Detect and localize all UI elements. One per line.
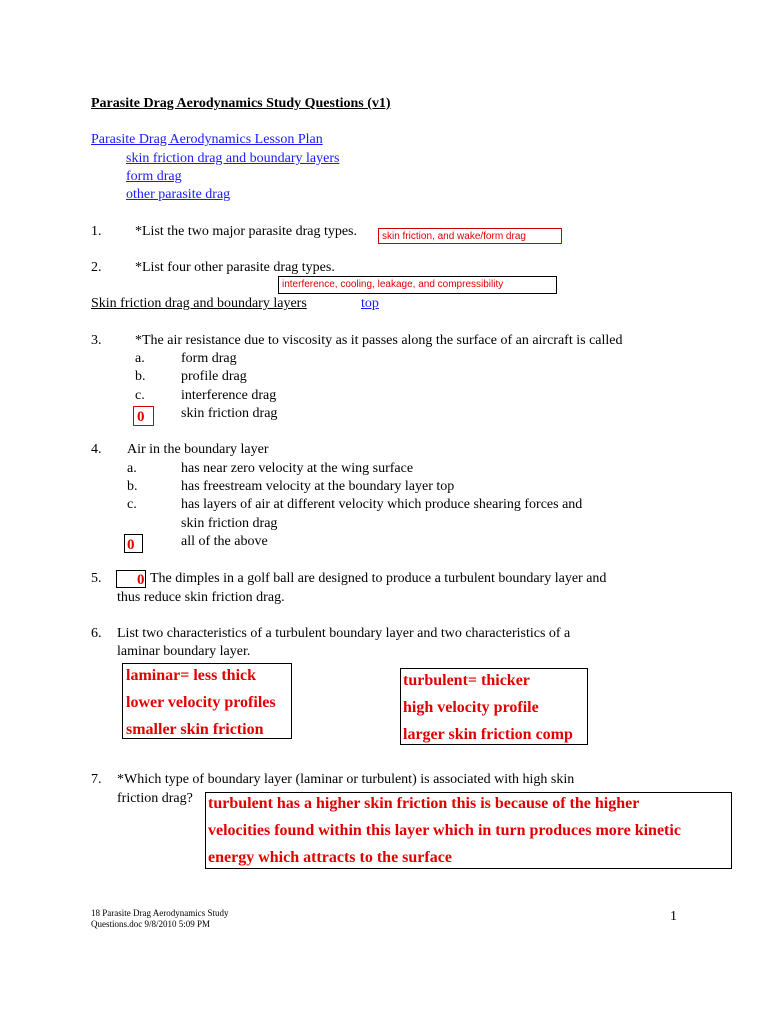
footer-date: Questions.doc 9/8/2010 5:09 PM [91,919,211,929]
answer-field[interactable] [378,228,562,244]
option-text: all of the above [181,534,268,549]
question-text: laminar boundary layer. [117,644,251,659]
option-letter: a. [135,351,145,366]
question-text: *The air resistance due to viscosity as it passes along the surface of an aircraft is called [135,333,623,348]
section-heading: Skin friction drag and boundary layers [91,296,307,311]
answer-list [208,790,681,871]
option-letter: b. [127,479,138,494]
answer-line: lower velocity profiles [126,694,276,711]
answer-field-turbulent[interactable] [400,668,588,745]
question-number: 4. [91,442,102,457]
top-link[interactable]: top [361,296,379,311]
answer-line: velocities found within this layer which in turn produces more kinetic [208,822,681,839]
answer-text: 0 [137,409,145,425]
question-text: The dimples in a golf ball are designed to produce a turbulent boundary layer and [150,571,607,586]
question-number: 3. [91,333,102,348]
answer-line: larger skin friction comp [403,726,573,743]
answer-text: interference, cooling, leakage, and compressibility [282,279,504,290]
question-text: Air in the boundary layer [127,442,269,457]
option-text: skin friction drag [181,516,278,531]
answer-line: high velocity profile [403,699,539,716]
answer-field[interactable] [278,276,557,294]
answer-field-laminar[interactable] [122,663,292,739]
option-text: skin friction drag [181,406,278,421]
option-text: has layers of air at different velocity which produce shearing forces and [181,497,583,512]
answer-list [403,667,573,748]
page-number: 1 [670,909,677,924]
question-number: 5. [91,571,102,586]
answer-text: 0 [137,572,145,588]
answer-line: smaller skin friction [126,721,264,738]
other-parasite-drag-link[interactable]: other parasite drag [126,187,231,202]
skin-friction-link[interactable]: skin friction drag and boundary layers [126,151,340,166]
answer-text: 0 [127,537,135,553]
form-drag-link[interactable]: form drag [126,169,182,184]
answer-field[interactable] [205,792,732,869]
option-text: has near zero velocity at the wing surface [181,461,414,476]
option-text: has freestream velocity at the boundary layer top [181,479,455,494]
lesson-plan-link[interactable]: Parasite Drag Aerodynamics Lesson Plan [91,132,323,147]
option-letter: c. [135,388,145,403]
page-title: Parasite Drag Aerodynamics Study Questions (v1) [91,96,391,111]
answer-text: skin friction, and wake/form drag [382,231,526,242]
question-number: 7. [91,772,102,787]
option-letter: c. [127,497,137,512]
answer-field[interactable] [116,570,146,588]
question-text: thus reduce skin friction drag. [117,590,285,605]
answer-field[interactable] [133,406,154,426]
question-text: List two characteristics of a turbulent boundary layer and two characteristics of a [117,626,571,641]
option-letter: a. [127,461,137,476]
option-letter: b. [135,369,146,384]
option-text: profile drag [181,369,247,384]
answer-line: turbulent= thicker [403,672,530,689]
answer-line: energy which attracts to the surface [208,849,452,866]
answer-field[interactable] [124,534,143,553]
question-number: 1. [91,224,102,239]
option-text: interference drag [181,388,277,403]
question-number: 2. [91,260,102,275]
option-text: form drag [181,351,237,366]
question-number: 6. [91,626,102,641]
answer-line: turbulent has a higher skin friction this is because of the higher [208,795,640,812]
question-text: *List the two major parasite drag types. [135,224,357,239]
answer-line: laminar= less thick [126,667,257,684]
question-text: *Which type of boundary layer (laminar or turbulent) is associated with high skin [117,772,575,787]
question-text: *List four other parasite drag types. [135,260,335,275]
question-text: friction drag? [117,791,193,806]
footer-filename: 18 Parasite Drag Aerodynamics Study [91,908,229,918]
answer-list [126,662,276,743]
